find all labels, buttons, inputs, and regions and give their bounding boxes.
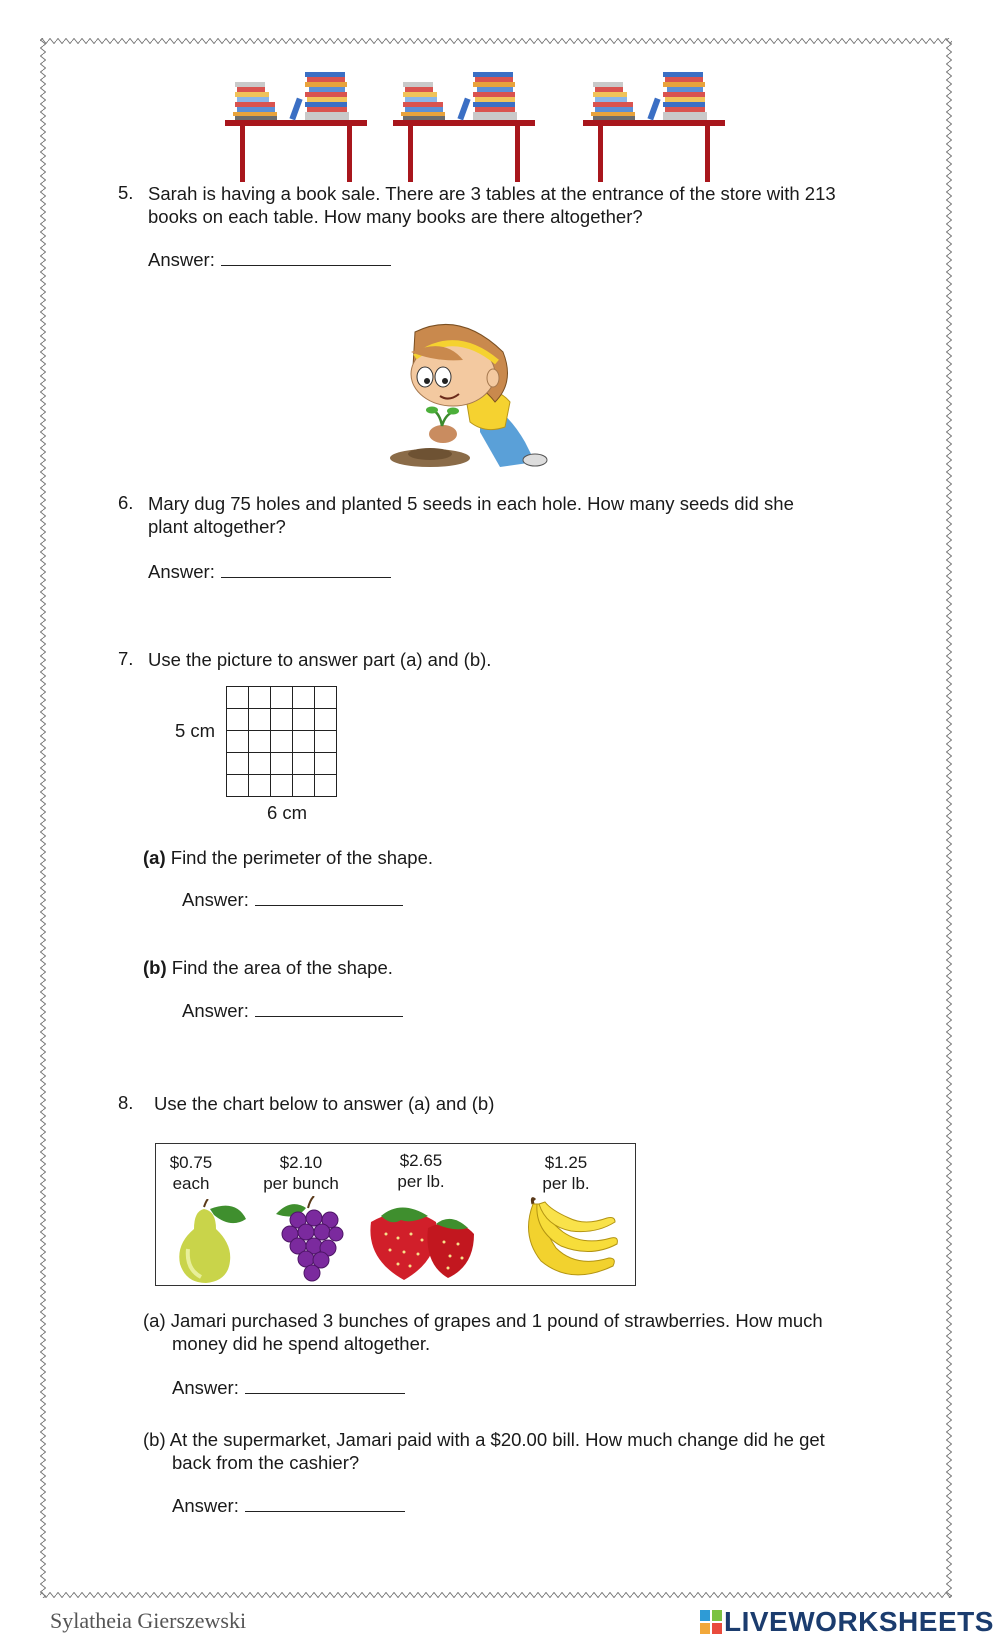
- banana-price-unit: per lb.: [542, 1174, 590, 1193]
- book-tables-illustration: [225, 72, 755, 184]
- fruit-price-chart: [155, 1143, 636, 1286]
- q8-part-a-line2: money did he spend altogether.: [172, 1333, 431, 1354]
- banana-price: [521, 1152, 611, 1194]
- q7-width-label: 6 cm: [267, 802, 308, 823]
- grapes-icon: [266, 1196, 351, 1284]
- grapes-price-value: $2.10: [279, 1153, 323, 1172]
- q7-part-b-answer[interactable]: [182, 1000, 403, 1022]
- q5-answer[interactable]: [148, 249, 391, 271]
- q8-part-a-line1: (a) Jamari purchased 3 bunches of grapes and 1 pound of strawberries. How much: [143, 1310, 823, 1331]
- banana-price-value: $1.25: [544, 1153, 588, 1172]
- q7-number: 7.: [118, 648, 134, 669]
- q5-answer-label: Answer:: [148, 249, 215, 270]
- pear-price-value: $0.75: [169, 1153, 213, 1172]
- grapes-price-unit: per bunch: [263, 1174, 339, 1193]
- q7-part-b-text: Find the area of the shape.: [171, 957, 393, 978]
- q5-number: 5.: [118, 182, 134, 203]
- q6-answer-label: Answer:: [148, 561, 215, 582]
- pear-price: [156, 1152, 226, 1194]
- q7-part-a-label: (a): [143, 847, 166, 868]
- q6-text: [148, 492, 908, 538]
- q7-part-a-answer[interactable]: [182, 889, 403, 911]
- q7-part-a-answer-label: Answer:: [182, 889, 249, 910]
- liveworksheets-logo[interactable]: [700, 1606, 994, 1638]
- strawberry-price-unit: per lb.: [397, 1172, 445, 1191]
- grapes-price: [251, 1152, 351, 1194]
- girl-planting-illustration: [385, 322, 560, 477]
- pear-icon: [166, 1199, 251, 1284]
- q8-number: 8.: [118, 1092, 134, 1113]
- q8-part-b-answer[interactable]: [172, 1495, 405, 1517]
- q7-grid-shape: [226, 686, 337, 797]
- q5-text-line2: books on each table. How many books are there altogether?: [148, 206, 643, 227]
- q8-part-b-line1: (b) At the supermarket, Jamari paid with a $20.00 bill. How much change did he get: [143, 1429, 825, 1450]
- q7-part-a-answer-blank[interactable]: [255, 891, 403, 906]
- q8-part-a: [143, 1309, 923, 1355]
- q8-part-b-answer-blank[interactable]: [245, 1497, 405, 1512]
- q7-part-b-label: (b): [143, 957, 167, 978]
- q6-answer[interactable]: [148, 561, 391, 583]
- q8-part-a-answer[interactable]: [172, 1377, 405, 1399]
- q7-text: Use the picture to answer part (a) and (b).: [148, 649, 492, 670]
- q6-text-line2: plant altogether?: [148, 516, 286, 537]
- q8-part-a-answer-label: Answer:: [172, 1377, 239, 1398]
- q6-number: 6.: [118, 492, 134, 513]
- q6-answer-blank[interactable]: [221, 563, 391, 578]
- q5-text-line1: Sarah is having a book sale. There are 3 tables at the entrance of the store with 213: [148, 183, 836, 204]
- q8-part-b-answer-label: Answer:: [172, 1495, 239, 1516]
- q8-part-a-answer-blank[interactable]: [245, 1379, 405, 1394]
- q6-text-line1: Mary dug 75 holes and planted 5 seeds in each hole. How many seeds did she: [148, 493, 794, 514]
- q7-part-a: [143, 846, 433, 869]
- strawberry-price-value: $2.65: [399, 1151, 443, 1170]
- page-border: [40, 38, 952, 1598]
- q5-text: [148, 182, 908, 228]
- banana-icon: [521, 1196, 621, 1284]
- q7-part-a-text: Find the perimeter of the shape.: [170, 847, 433, 868]
- q8-part-b-line2: back from the cashier?: [172, 1452, 360, 1473]
- pear-price-unit: each: [172, 1174, 210, 1193]
- q7-height-label: 5 cm: [175, 720, 216, 741]
- strawberry-price: [376, 1150, 466, 1192]
- liveworksheets-logo-icon: [700, 1609, 722, 1633]
- liveworksheets-logo-text: LIVEWORKSHEETS: [724, 1606, 994, 1637]
- q7-part-b-answer-blank[interactable]: [255, 1002, 403, 1017]
- q7-part-b: [143, 956, 393, 979]
- q8-text: Use the chart below to answer (a) and (b): [154, 1093, 495, 1114]
- q5-answer-blank[interactable]: [221, 251, 391, 266]
- q7-part-b-answer-label: Answer:: [182, 1000, 249, 1021]
- strawberry-icon: [366, 1194, 476, 1284]
- q8-part-b: [143, 1428, 923, 1474]
- author-name: Sylatheia Gierszewski: [50, 1608, 247, 1633]
